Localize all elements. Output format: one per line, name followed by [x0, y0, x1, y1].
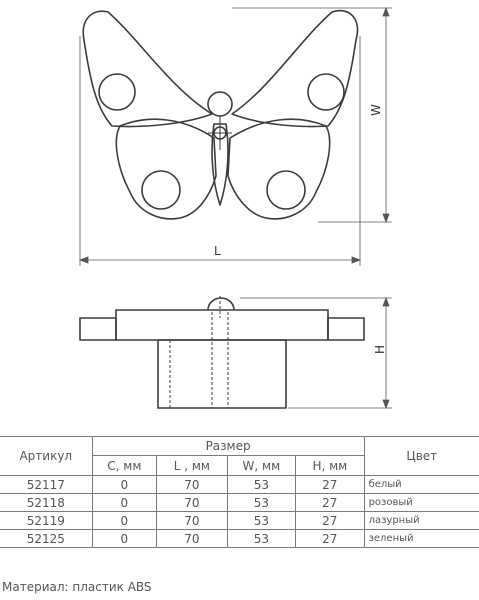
cell-w: 53: [227, 476, 295, 494]
cell-w: 53: [227, 512, 295, 530]
cell-h: 27: [296, 512, 364, 530]
wing-spot-bottom-left: [142, 171, 180, 209]
cell-article: 52118: [0, 494, 92, 512]
upper-left-wing: [83, 11, 212, 126]
butterfly-head: [208, 92, 232, 116]
side-head-dome: [208, 298, 234, 310]
header-article: Артикул: [0, 437, 92, 476]
cell-h: 27: [296, 494, 364, 512]
header-size: Размер: [92, 437, 364, 456]
cell-color: розовый: [364, 494, 479, 512]
cell-color: зеленый: [364, 530, 479, 548]
butterfly-top-view: [83, 11, 357, 219]
header-w: W, мм: [227, 456, 295, 476]
spec-table: [0, 436, 479, 548]
header-c: C, мм: [92, 456, 157, 476]
table-row: [0, 494, 479, 512]
cell-h: 27: [296, 530, 364, 548]
butterfly-side-view: [80, 298, 364, 408]
cell-h: 27: [296, 476, 364, 494]
cell-w: 53: [227, 530, 295, 548]
lower-right-wing: [228, 119, 330, 219]
cell-article: 52117: [0, 476, 92, 494]
cell-w: 53: [227, 494, 295, 512]
dim-label-h: H: [373, 344, 387, 354]
wing-spot-bottom-right: [267, 171, 305, 209]
cell-c: 0: [92, 530, 157, 548]
side-base: [158, 340, 286, 408]
cell-l: 70: [157, 476, 227, 494]
dim-label-w: W: [369, 104, 383, 116]
cell-c: 0: [92, 476, 157, 494]
cell-article: 52119: [0, 512, 92, 530]
side-wing-outer-right: [328, 318, 364, 340]
table-row: [0, 476, 479, 494]
cell-color: лазурный: [364, 512, 479, 530]
side-wing-center: [116, 310, 328, 340]
wing-spot-top-left: [99, 74, 135, 110]
header-color: Цвет: [364, 437, 479, 476]
cell-l: 70: [157, 494, 227, 512]
dim-label-l: L: [214, 244, 221, 258]
header-h: H, мм: [296, 456, 364, 476]
header-l: L , мм: [157, 456, 227, 476]
lower-left-wing: [116, 119, 216, 219]
cell-c: 0: [92, 494, 157, 512]
cell-color: белый: [364, 476, 479, 494]
cell-article: 52125: [0, 530, 92, 548]
side-wing-outer-left: [80, 318, 116, 340]
cell-l: 70: [157, 512, 227, 530]
material-note: Материал: пластик ABS: [2, 580, 152, 594]
table-row: [0, 530, 479, 548]
cell-c: 0: [92, 512, 157, 530]
wing-spot-top-right: [308, 74, 344, 110]
upper-right-wing: [232, 11, 358, 127]
table-row: [0, 512, 479, 530]
cell-l: 70: [157, 530, 227, 548]
